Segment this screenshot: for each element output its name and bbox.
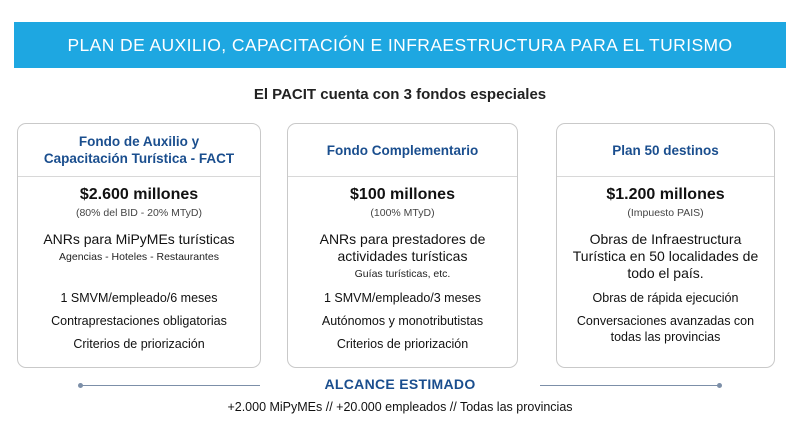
fund-source: (Impuesto PAIS) <box>627 207 704 219</box>
card-title: Fondo Complementario <box>326 142 479 158</box>
divider-dot-left <box>78 383 83 388</box>
fund-description: Obras de Infraestructura Turística en 50 localidades de todo el país. <box>572 231 759 281</box>
bullet-item: Obras de rápida ejecución <box>592 291 739 305</box>
scope-text: +2.000 MiPyMEs // +20.000 empleados // Todas las provincias <box>227 400 573 414</box>
fund-bullets <box>557 290 774 352</box>
divider-right <box>540 385 720 386</box>
bullet-item: Autónomos y monotributistas <box>321 314 484 328</box>
divider-dot-right <box>717 383 722 388</box>
card-title: Fondo de Auxilio y Capacitación Turística - FACT <box>43 134 235 166</box>
scope-title: ALCANCE ESTIMADO <box>324 376 476 392</box>
card-header <box>18 124 260 177</box>
fund-description-sub: Guías turísticas, etc. <box>354 268 451 280</box>
fund-card-plan-50 <box>556 123 775 368</box>
fund-card-complementario <box>287 123 518 368</box>
banner-title: PLAN DE AUXILIO, CAPACITACIÓN E INFRAESTRUCTURA PARA EL TURISMO <box>67 34 733 55</box>
bullet-item: Contraprestaciones obligatorias <box>51 314 227 328</box>
fund-bullets <box>288 290 517 359</box>
fund-amount: $1.200 millones <box>606 186 725 203</box>
fund-amount: $100 millones <box>350 186 455 203</box>
card-header <box>557 124 774 177</box>
fund-card-fact <box>17 123 261 368</box>
scope-header <box>80 376 720 394</box>
bullet-item: 1 SMVM/empleado/3 meses <box>323 291 481 305</box>
bullet-item: Conversaciones avanzadas con todas las provincias <box>576 314 755 344</box>
bullet-item: Criterios de priorización <box>336 337 469 351</box>
card-header <box>288 124 517 177</box>
fund-description: ANRs para MiPyMEs turísticas <box>43 231 235 247</box>
page-subtitle: El PACIT cuenta con 3 fondos especiales <box>253 86 547 103</box>
header-banner <box>14 22 786 68</box>
bullet-item: Criterios de priorización <box>73 337 205 351</box>
fund-bullets <box>18 290 260 359</box>
fund-description-sub: Agencias - Hoteles - Restaurantes <box>59 251 219 263</box>
card-title: Plan 50 destinos <box>612 142 719 158</box>
fund-description: ANRs para prestadores de actividades turísticas <box>319 231 486 264</box>
bullet-item: 1 SMVM/empleado/6 meses <box>60 291 218 305</box>
fund-amount: $2.600 millones <box>79 186 199 203</box>
fund-source: (100% MTyD) <box>370 207 435 219</box>
divider-left <box>80 385 260 386</box>
fund-source: (80% del BID - 20% MTyD) <box>75 207 203 219</box>
